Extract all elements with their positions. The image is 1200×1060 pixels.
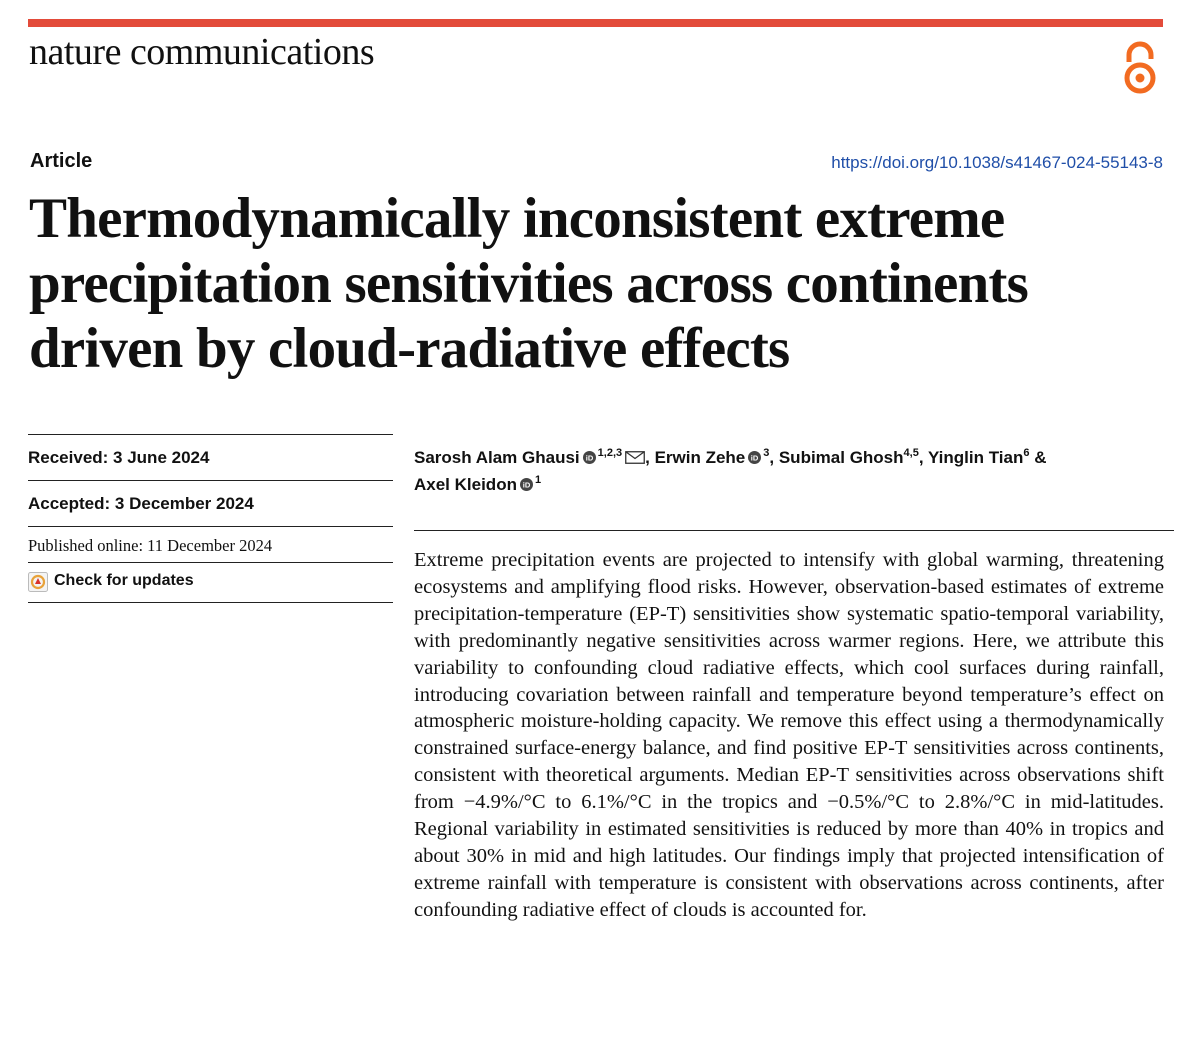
journal-name[interactable]: nature communications xyxy=(29,31,375,73)
author-affiliation: 6 xyxy=(1023,447,1030,459)
author-list: Sarosh Alam Ghausi iD $^{1,2,3}$ , Erwin Zehe iD $^3$, Subimal Ghosh$^{4,5}$, Yinglin Tian$^6$ & Axel Kleidon iD $^1$ xyxy=(414,447,1047,494)
published-date: Published online: 11 December 2024 xyxy=(28,526,393,562)
svg-text:iD: iD xyxy=(751,453,759,463)
author-name[interactable]: Erwin Zehe xyxy=(654,448,746,467)
doi-link[interactable]: https://doi.org/10.1038/s41467-024-55143-8 xyxy=(831,153,1163,172)
author-name[interactable]: Subimal Ghosh xyxy=(778,448,904,467)
article-title: Thermodynamically inconsistent extreme precipitation sensitivities across continents driven by cloud-radiative effects xyxy=(29,187,1028,380)
dates-bottom-rule xyxy=(28,602,393,603)
author-affiliation: 3 xyxy=(763,447,770,459)
check-for-updates-button[interactable] xyxy=(28,562,393,602)
check-updates-label: Check for updates xyxy=(54,572,194,589)
author-affiliation: 1 xyxy=(534,474,542,486)
email-icon[interactable] xyxy=(625,451,645,464)
publication-dates xyxy=(28,434,393,603)
abstract-text: Extreme precipitation events are projected to intensify with global warming, threatening ecosystems and amplifying flood risks. However, observation-based estimates of extreme precipitation-temperature (EP-T) sensitivities show systematic spatio-temporal variability, with predominantly negative sensitivities across warmer regions. Here, we attribute this variability to confounding cloud radiative effects, which cool surfaces during rainfall, introducing covariation between rainfall and temperature beyond temperature’s effect on atmospheric moisture-holding capacity. We remove this effect using a thermodynamically constrained surface-energy balance, and find positive EP-T sensitivities across continents, consistent with theoretical arguments. Median EP-T sensitivities across observations shift from −4.9%/°C to 6.1%/°C in the tropics and −0.5%/°C to 2.8%/°C in mid-latitudes. Regional variability in estimated sensitivities is reduced by more than 40% in tropics and about 30% in mid and high latitudes. Our findings imply that projected intensification of extreme rainfall with temperature is consistent with observations across continents, after confounding radiative effect of clouds is accounted for. xyxy=(414,549,1164,921)
accepted-date: Accepted: 3 December 2024 xyxy=(28,480,393,526)
author-name[interactable]: Sarosh Alam Ghausi xyxy=(414,448,580,467)
author-name[interactable]: Axel Kleidon xyxy=(414,475,517,494)
author-affiliation: 4,5 xyxy=(903,447,919,459)
check-updates-icon xyxy=(28,572,48,592)
svg-text:iD: iD xyxy=(585,453,593,463)
orcid-icon[interactable] xyxy=(583,451,596,464)
header-accent-bar xyxy=(28,19,1163,27)
open-access-icon xyxy=(1118,40,1162,96)
article-type-label: Article xyxy=(30,150,93,172)
abstract-rule xyxy=(414,530,1174,531)
orcid-icon[interactable] xyxy=(748,451,761,464)
received-date: Received: 3 June 2024 xyxy=(28,434,393,480)
author-affiliation: 1,2,3 xyxy=(597,447,623,459)
orcid-icon[interactable] xyxy=(520,478,533,491)
author-name[interactable]: Yinglin Tian xyxy=(927,448,1024,467)
svg-text:iD: iD xyxy=(522,480,531,490)
